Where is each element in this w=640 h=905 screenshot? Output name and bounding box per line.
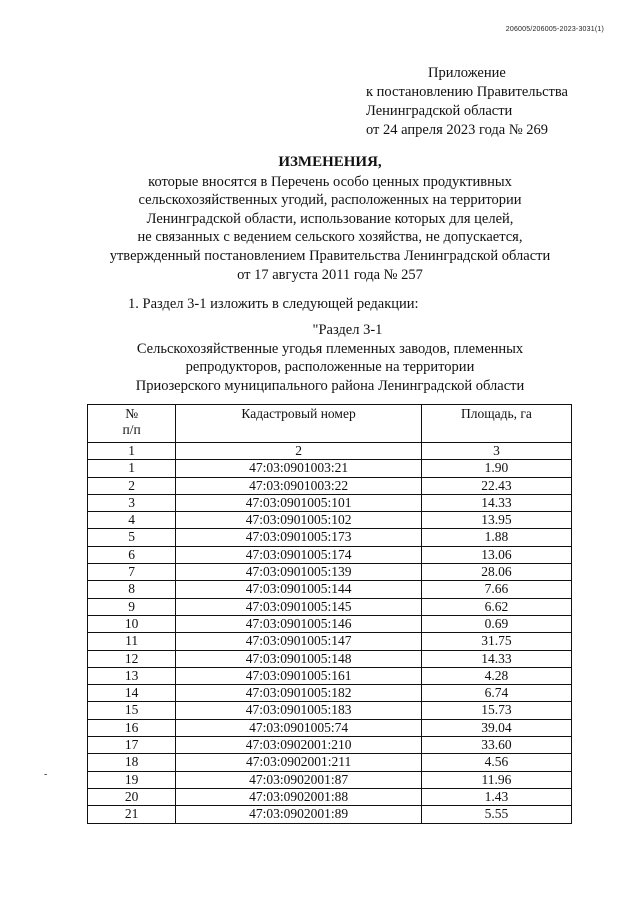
- table-body: [88, 460, 572, 823]
- title-line: не связанных с ведением сельского хозяйства, не допускается,: [137, 229, 523, 246]
- column-number-cell: 1: [88, 443, 176, 460]
- cadastral-number-cell: 47:03:0902001:210: [176, 737, 422, 754]
- appendix-line: от 24 апреля 2023 года № 269: [366, 122, 549, 138]
- row-number-cell: 19: [88, 771, 176, 788]
- cadastral-number-cell: 47:03:0901005:147: [176, 633, 422, 650]
- area-cell: 1.43: [421, 788, 571, 805]
- table-row: [88, 667, 572, 684]
- header-number: [88, 405, 176, 443]
- item-1-text: 1. Раздел 3-1 изложить в следующей редакции:: [128, 296, 419, 312]
- table-row: [88, 719, 572, 736]
- table-row: [88, 564, 572, 581]
- table-row: [88, 685, 572, 702]
- cadastral-number-cell: 47:03:0901005:139: [176, 564, 422, 581]
- table-row: [88, 512, 572, 529]
- cadastral-number-cell: 47:03:0901003:22: [176, 477, 422, 494]
- cadastral-number-cell: 47:03:0902001:87: [176, 771, 422, 788]
- title-line: Ленинградской области, использование которых для целей,: [146, 210, 514, 227]
- title-line: от 17 августа 2011 года № 257: [237, 266, 423, 283]
- row-number-cell: 1: [88, 460, 176, 477]
- table-row: [88, 702, 572, 719]
- title-line: утвержденный постановлением Правительства Ленинградской области: [109, 247, 551, 264]
- cadastral-number-cell: 47:03:0901005:74: [176, 719, 422, 736]
- cadastral-number-cell: 47:03:0902001:211: [176, 754, 422, 771]
- row-number-cell: 10: [88, 615, 176, 632]
- row-number-cell: 15: [88, 702, 176, 719]
- title-line: которые вносятся в Перечень особо ценных продуктивных: [148, 173, 512, 190]
- row-number-cell: 18: [88, 754, 176, 771]
- row-number-cell: 14: [88, 685, 176, 702]
- appendix-line: к постановлению Правительства: [366, 84, 568, 100]
- column-number-row: [88, 443, 572, 460]
- row-number-cell: 20: [88, 788, 176, 805]
- table-row: [88, 806, 572, 823]
- document-id: 206005/206005-2023-3031(1): [505, 26, 604, 33]
- area-cell: 13.95: [421, 512, 571, 529]
- section-heading: [110, 321, 550, 395]
- appendix-line: Ленинградской области: [366, 103, 513, 119]
- header-area: Площадь, га: [421, 405, 571, 443]
- cadastral-number-cell: 47:03:0901005:145: [176, 598, 422, 615]
- row-number-cell: 9: [88, 598, 176, 615]
- row-number-cell: 6: [88, 546, 176, 563]
- table-row: [88, 771, 572, 788]
- table-row: [88, 477, 572, 494]
- row-number-cell: 12: [88, 650, 176, 667]
- area-cell: 1.88: [421, 529, 571, 546]
- table-row: [88, 494, 572, 511]
- header-number-line: №: [125, 406, 139, 421]
- column-number-cell: 2: [176, 443, 422, 460]
- cadastral-number-cell: 47:03:0901003:21: [176, 460, 422, 477]
- header-number-line: п/п: [122, 422, 141, 438]
- area-cell: 0.69: [421, 615, 571, 632]
- cadastral-number-cell: 47:03:0901005:183: [176, 702, 422, 719]
- area-cell: 13.06: [421, 546, 571, 563]
- table-header-row: [88, 405, 572, 443]
- table-row: [88, 633, 572, 650]
- title-heading: ИЗМЕНЕНИЯ,: [278, 154, 382, 170]
- area-cell: 7.66: [421, 581, 571, 598]
- area-cell: 15.73: [421, 702, 571, 719]
- table-row: [88, 615, 572, 632]
- cadastral-number-cell: 47:03:0902001:88: [176, 788, 422, 805]
- area-cell: 6.62: [421, 598, 571, 615]
- area-cell: 28.06: [421, 564, 571, 581]
- header-cadastral: Кадастровый номер: [176, 405, 422, 443]
- section-line: Сельскохозяйственные угодья племенных заводов, племенных: [136, 340, 524, 357]
- area-cell: 14.33: [421, 494, 571, 511]
- document-title: [90, 153, 570, 284]
- row-number-cell: 11: [88, 633, 176, 650]
- row-number-cell: 2: [88, 477, 176, 494]
- title-line: сельскохозяйственных угодий, расположенных на территории: [138, 192, 522, 209]
- cadastral-number-cell: 47:03:0901005:144: [176, 581, 422, 598]
- area-cell: 4.56: [421, 754, 571, 771]
- area-cell: 5.55: [421, 806, 571, 823]
- table-row: [88, 788, 572, 805]
- table-row: [88, 754, 572, 771]
- table-row: [88, 529, 572, 546]
- table-row: [88, 581, 572, 598]
- area-cell: 33.60: [421, 737, 571, 754]
- cadastral-number-cell: 47:03:0901005:146: [176, 615, 422, 632]
- row-number-cell: 7: [88, 564, 176, 581]
- cadastral-number-cell: 47:03:0901005:174: [176, 546, 422, 563]
- table-row: [88, 460, 572, 477]
- area-cell: 22.43: [421, 477, 571, 494]
- cadastral-number-cell: 47:03:0902001:89: [176, 806, 422, 823]
- row-number-cell: 5: [88, 529, 176, 546]
- row-number-cell: 21: [88, 806, 176, 823]
- appendix-block: [366, 64, 568, 140]
- cadastral-number-cell: 47:03:0901005:102: [176, 512, 422, 529]
- area-cell: 6.74: [421, 685, 571, 702]
- column-number-cell: 3: [421, 443, 571, 460]
- row-number-cell: 8: [88, 581, 176, 598]
- row-number-cell: 3: [88, 494, 176, 511]
- area-cell: 4.28: [421, 667, 571, 684]
- cadastral-number-cell: 47:03:0901005:173: [176, 529, 422, 546]
- area-cell: 39.04: [421, 719, 571, 736]
- row-number-cell: 13: [88, 667, 176, 684]
- row-number-cell: 4: [88, 512, 176, 529]
- row-number-cell: 16: [88, 719, 176, 736]
- area-cell: 14.33: [421, 650, 571, 667]
- margin-mark: -: [44, 769, 48, 780]
- table-row: [88, 598, 572, 615]
- cadastral-number-cell: 47:03:0901005:161: [176, 667, 422, 684]
- land-plots-table: [87, 404, 572, 824]
- cadastral-number-cell: 47:03:0901005:148: [176, 650, 422, 667]
- area-cell: 11.96: [421, 771, 571, 788]
- section-line: Приозерского муниципального района Ленинградской области: [135, 377, 525, 394]
- row-number-cell: 17: [88, 737, 176, 754]
- appendix-line: Приложение: [428, 65, 506, 81]
- area-cell: 31.75: [421, 633, 571, 650]
- section-line: репродукторов, расположенные на территории: [185, 359, 475, 376]
- cadastral-number-cell: 47:03:0901005:182: [176, 685, 422, 702]
- cadastral-number-cell: 47:03:0901005:101: [176, 494, 422, 511]
- table-row: [88, 737, 572, 754]
- table-row: [88, 546, 572, 563]
- table-row: [88, 650, 572, 667]
- section-title: "Раздел 3-1: [312, 322, 383, 338]
- area-cell: 1.90: [421, 460, 571, 477]
